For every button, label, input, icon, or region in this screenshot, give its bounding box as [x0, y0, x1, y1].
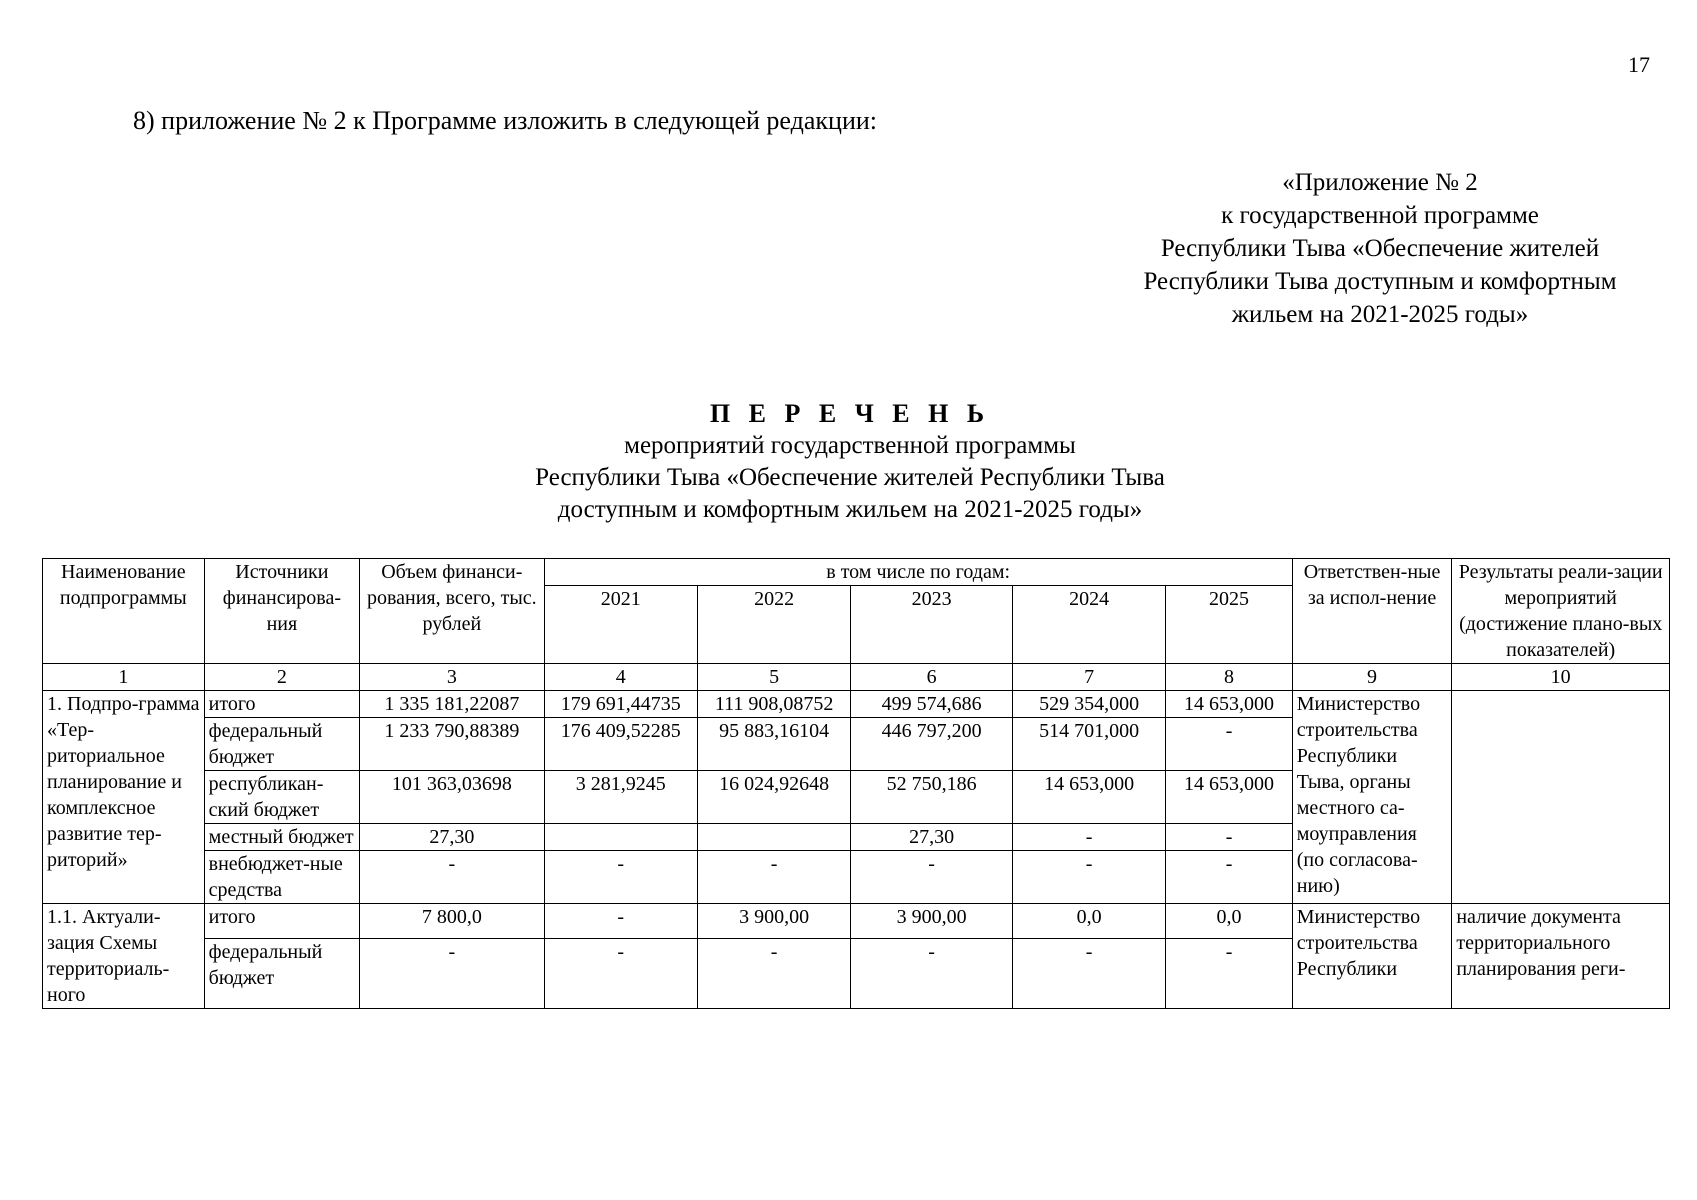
header-results: Результаты реали-зации мероприятий (достижение плано-вых показателей) [1452, 559, 1670, 664]
results-cell: наличие документа территориального планирования реги- [1452, 904, 1670, 1009]
value-cell: 95 883,16104 [697, 718, 850, 771]
header-responsible: Ответствен-ные за испол-нение [1292, 559, 1452, 664]
value-cell: 1 335 181,22087 [360, 691, 544, 718]
value-cell: - [1166, 824, 1292, 851]
value-cell: - [851, 851, 1013, 904]
column-number: 2 [204, 664, 359, 691]
title-line: мероприятий государственной программы [624, 432, 1076, 459]
responsible-cell: Министерство строительства Республики [1292, 904, 1452, 1009]
header-year: 2024 [1012, 586, 1165, 664]
funding-source: итого [204, 691, 359, 718]
value-cell: 499 574,686 [851, 691, 1013, 718]
appendix-line: жильем на 2021-2025 годы» [1231, 301, 1529, 328]
value-cell: - [360, 851, 544, 904]
column-number: 7 [1012, 664, 1165, 691]
title-line: Республики Тыва «Обеспечение жителей Республики Тыва [535, 464, 1165, 491]
header-source: Источники финансирова-ния [204, 559, 359, 664]
column-number: 6 [851, 664, 1013, 691]
value-cell: - [697, 939, 850, 1009]
appendix-line: Республики Тыва доступным и комфортным [1143, 268, 1617, 295]
column-number: 8 [1166, 664, 1292, 691]
table-row [43, 904, 1670, 939]
funding-source: местный бюджет [204, 824, 359, 851]
column-number: 10 [1452, 664, 1670, 691]
funding-source: федеральный бюджет [204, 939, 359, 1009]
header-year: 2025 [1166, 586, 1292, 664]
column-number: 1 [43, 664, 205, 691]
value-cell: - [544, 851, 697, 904]
table-row [43, 691, 1670, 718]
funding-source: итого [204, 904, 359, 939]
value-cell: - [1012, 851, 1165, 904]
value-cell: - [851, 939, 1013, 1009]
value-cell: - [1166, 851, 1292, 904]
page-number: 17 [1628, 52, 1650, 77]
value-cell: - [544, 939, 697, 1009]
header-year: 2023 [851, 586, 1013, 664]
value-cell: 14 653,000 [1012, 771, 1165, 824]
value-cell: 3 900,00 [697, 904, 850, 939]
header-volume: Объем финанси-рования, всего, тыс. рублей [360, 559, 544, 664]
value-cell: 27,30 [851, 824, 1013, 851]
header-years-group: в том числе по годам: [544, 559, 1292, 586]
appendix-reference [1080, 166, 1680, 331]
value-cell: 14 653,000 [1166, 771, 1292, 824]
column-numbers-row [43, 664, 1670, 691]
title-line: доступным и комфортным жильем на 2021-2025 годы» [557, 496, 1143, 523]
responsible-cell: Министерство строительства Республики Тыва, органы местного са-моуправления (по согласова-нию) [1292, 691, 1452, 904]
value-cell: - [544, 904, 697, 939]
appendix-line: Республики Тыва «Обеспечение жителей [1160, 235, 1600, 262]
value-cell: 176 409,52285 [544, 718, 697, 771]
header-year: 2022 [697, 586, 850, 664]
value-cell: - [697, 851, 850, 904]
value-cell [544, 824, 697, 851]
value-cell: 14 653,000 [1166, 691, 1292, 718]
value-cell: 3 281,9245 [544, 771, 697, 824]
activities-table [42, 558, 1670, 1009]
value-cell: 0,0 [1166, 904, 1292, 939]
header-name: Наименование подпрограммы [43, 559, 205, 664]
value-cell: - [1166, 939, 1292, 1009]
value-cell: 529 354,000 [1012, 691, 1165, 718]
subprogram-name: 1. Подпро-грамма «Тер-риториальное планирование и комплексное развитие тер-риторий» [43, 691, 205, 904]
value-cell: - [1012, 939, 1165, 1009]
value-cell: 16 024,92648 [697, 771, 850, 824]
appendix-line: «Приложение № 2 [1282, 169, 1478, 196]
value-cell [697, 824, 850, 851]
value-cell: 446 797,200 [851, 718, 1013, 771]
value-cell: 1 233 790,88389 [360, 718, 544, 771]
column-number: 5 [697, 664, 850, 691]
intro-paragraph: 8) приложение № 2 к Программе изложить в следующей редакции: [133, 106, 877, 135]
value-cell: - [1166, 718, 1292, 771]
value-cell: 52 750,186 [851, 771, 1013, 824]
value-cell: 179 691,44735 [544, 691, 697, 718]
subprogram-name: 1.1. Актуали-зация Схемы территориаль-ного [43, 904, 205, 1009]
column-number: 3 [360, 664, 544, 691]
column-number: 9 [1292, 664, 1452, 691]
value-cell: 3 900,00 [851, 904, 1013, 939]
funding-source: республикан-ский бюджет [204, 771, 359, 824]
funding-source: внебюджет-ные средства [204, 851, 359, 904]
document-title [450, 398, 1250, 526]
value-cell: - [1012, 824, 1165, 851]
column-number: 4 [544, 664, 697, 691]
value-cell: 111 908,08752 [697, 691, 850, 718]
value-cell: 27,30 [360, 824, 544, 851]
value-cell: 514 701,000 [1012, 718, 1165, 771]
title-heading: П Е Р Е Ч Е Н Ь [709, 399, 991, 428]
value-cell: - [360, 939, 544, 1009]
value-cell: 101 363,03698 [360, 771, 544, 824]
header-year: 2021 [544, 586, 697, 664]
value-cell: 7 800,0 [360, 904, 544, 939]
value-cell: 0,0 [1012, 904, 1165, 939]
funding-source: федеральный бюджет [204, 718, 359, 771]
results-cell [1452, 691, 1670, 904]
appendix-line: к государственной программе [1221, 202, 1539, 229]
